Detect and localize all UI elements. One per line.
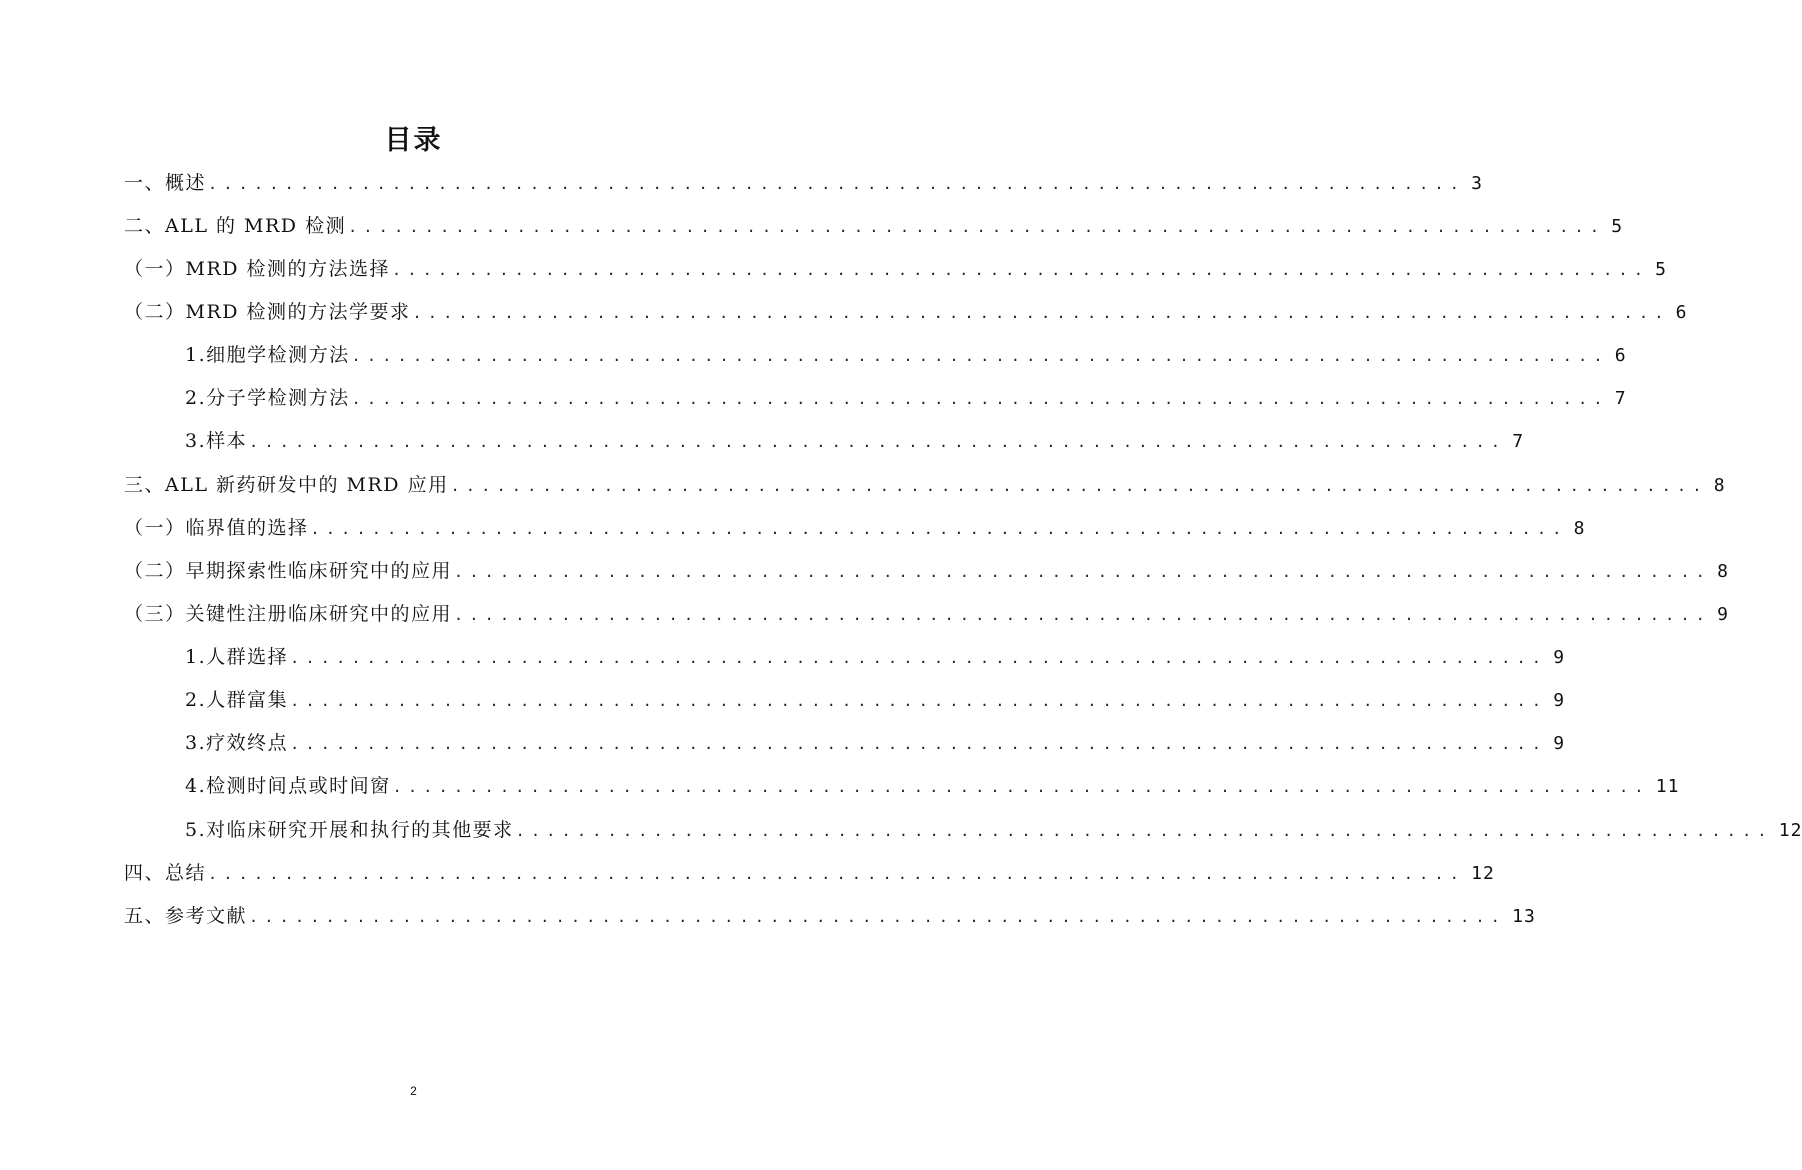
toc-entry[interactable]	[185, 679, 1566, 721]
toc-dot-leader: ..................................................................................	[454, 563, 1712, 581]
page-number: 2	[410, 1084, 417, 1098]
toc-entry-page: 9	[1553, 733, 1566, 754]
toc-entry[interactable]	[185, 636, 1566, 678]
toc-entry-page: 8	[1717, 561, 1729, 582]
toc-dot-leader: ..................................................................................	[450, 477, 1708, 495]
toc-dot-leader: ..................................................................................	[351, 390, 1609, 408]
toc-entry-label: 2.人群富集	[185, 689, 289, 711]
toc-entry-page: 12	[1778, 820, 1802, 841]
toc-entry-label: 2.分子学检测方法	[185, 387, 350, 409]
toc-entry[interactable]	[124, 248, 1668, 290]
toc-entry-page: 9	[1553, 647, 1566, 668]
toc-entry[interactable]	[124, 852, 1495, 894]
toc-entry[interactable]	[124, 895, 1536, 937]
toc-dot-leader: ..................................................................................	[208, 865, 1466, 883]
toc-entry-label: 二、ALL 的 MRD 检测	[124, 215, 347, 237]
toc-entry-label: 1.人群选择	[185, 646, 289, 668]
toc-entry-page: 9	[1553, 690, 1566, 711]
toc-entry-page: 5	[1655, 259, 1668, 280]
toc-entry-label: 一、概述	[124, 172, 207, 194]
toc-entry[interactable]	[185, 722, 1566, 764]
toc-dot-leader: ..................................................................................	[515, 822, 1773, 840]
toc-entry[interactable]	[185, 334, 1627, 376]
toc-entry-label: 5.对临床研究开展和执行的其他要求	[185, 819, 514, 841]
toc-entry-label: 3.疗效终点	[185, 732, 289, 754]
toc-entry[interactable]	[124, 507, 1586, 549]
toc-entry[interactable]	[124, 550, 1729, 592]
toc-dot-leader: ..................................................................................	[454, 606, 1712, 624]
toc-dot-leader: ..................................................................................	[348, 218, 1606, 236]
toc-dot-leader: ..................................................................................	[290, 735, 1548, 753]
toc-entry[interactable]	[185, 765, 1680, 807]
toc-entry[interactable]	[124, 464, 1726, 506]
toc-entry-label: （一）临界值的选择	[124, 517, 309, 539]
toc-dot-leader: ..................................................................................	[310, 520, 1568, 538]
toc-entry[interactable]	[124, 593, 1729, 635]
toc-entry-page: 13	[1512, 906, 1536, 927]
toc-entry-label: 4.检测时间点或时间窗	[185, 775, 391, 797]
toc-dot-leader: ..................................................................................	[249, 908, 1507, 926]
toc-entry-page: 8	[1573, 518, 1586, 539]
toc-entry-page: 7	[1614, 388, 1627, 409]
toc-dot-leader: ..................................................................................	[290, 649, 1548, 667]
toc-dot-leader: ..................................................................................	[392, 261, 1650, 279]
toc-entry-page: 5	[1611, 216, 1624, 237]
toc-entry-label: 五、参考文献	[124, 905, 248, 927]
page-title: 目录	[384, 125, 443, 156]
toc-entry[interactable]	[185, 377, 1627, 419]
toc-dot-leader: ..................................................................................	[392, 778, 1650, 796]
toc-entry-page: 9	[1717, 604, 1729, 625]
toc-entry[interactable]	[185, 809, 1802, 851]
toc-entry-page: 8	[1713, 475, 1726, 496]
toc-entry-label: （二）早期探索性临床研究中的应用	[124, 560, 453, 582]
toc-entry-page: 11	[1655, 776, 1680, 797]
toc-entry-label: （三）关键性注册临床研究中的应用	[124, 603, 453, 625]
toc-dot-leader: ..................................................................................	[290, 692, 1548, 710]
toc-entry[interactable]	[124, 205, 1624, 247]
toc-entry-page: 7	[1512, 431, 1525, 452]
toc-entry-label: （二）MRD 检测的方法学要求	[124, 301, 411, 323]
toc-dot-leader: ..................................................................................	[412, 304, 1670, 322]
toc-entry[interactable]	[124, 162, 1483, 204]
toc-entry-label: 3.样本	[185, 430, 248, 452]
toc-entry-page: 12	[1471, 863, 1495, 884]
toc-dot-leader: ..................................................................................	[249, 433, 1507, 451]
toc-dot-leader: ..................................................................................	[351, 347, 1609, 365]
toc-entry-label: （一）MRD 检测的方法选择	[124, 258, 391, 280]
toc-entry-label: 三、ALL 新药研发中的 MRD 应用	[124, 474, 449, 496]
toc-entry-label: 四、总结	[124, 862, 207, 884]
toc-entry[interactable]	[124, 291, 1688, 333]
toc-entry-label: 1.细胞学检测方法	[185, 344, 350, 366]
toc-entry-page: 6	[1614, 345, 1627, 366]
toc-entry[interactable]	[185, 420, 1525, 462]
toc-dot-leader: ..................................................................................	[208, 175, 1466, 193]
toc-entry-page: 3	[1471, 173, 1483, 194]
toc-entry-page: 6	[1675, 302, 1688, 323]
